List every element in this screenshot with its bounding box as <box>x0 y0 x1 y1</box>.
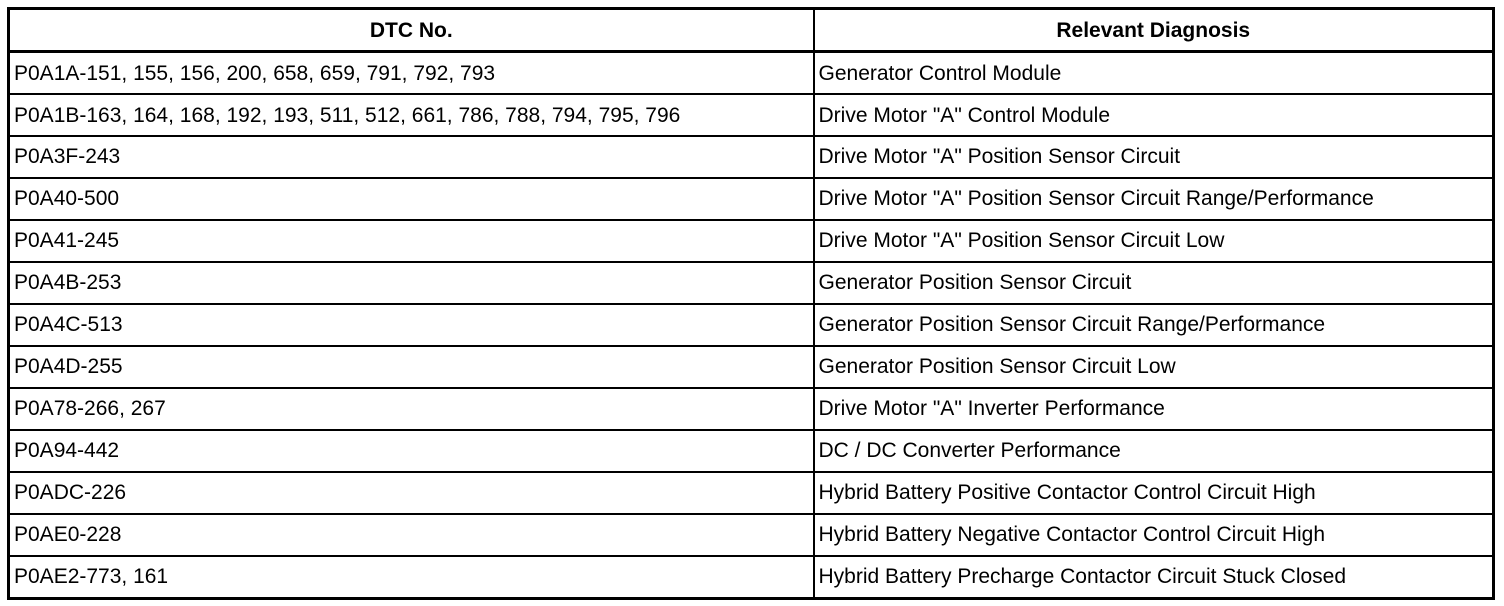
dtc-code-cell: P0AE2-773, 161 <box>9 556 814 599</box>
dtc-code-cell: P0A41-245 <box>9 220 814 262</box>
dtc-code-cell: P0A78-266, 267 <box>9 388 814 430</box>
diagnosis-cell: Drive Motor "A" Position Sensor Circuit Range/Performance <box>814 178 1494 220</box>
table-body <box>9 52 1494 599</box>
diagnosis-cell: Hybrid Battery Precharge Contactor Circuit Stuck Closed <box>814 556 1494 599</box>
diagnosis-cell: Drive Motor "A" Inverter Performance <box>814 388 1494 430</box>
diagnosis-cell: Generator Position Sensor Circuit Range/Performance <box>814 304 1494 346</box>
table-row <box>9 388 1494 430</box>
header-dtc-no: DTC No. <box>9 9 814 52</box>
diagnosis-cell: Generator Control Module <box>814 52 1494 95</box>
header-relevant-diagnosis: Relevant Diagnosis <box>814 9 1494 52</box>
table-row <box>9 220 1494 262</box>
table-row <box>9 262 1494 304</box>
diagnosis-cell: Hybrid Battery Negative Contactor Control Circuit High <box>814 514 1494 556</box>
table-row <box>9 178 1494 220</box>
table-header <box>9 9 1494 52</box>
table-row <box>9 304 1494 346</box>
dtc-code-cell: P0AE0-228 <box>9 514 814 556</box>
dtc-code-cell: P0ADC-226 <box>9 472 814 514</box>
dtc-code-cell: P0A4B-253 <box>9 262 814 304</box>
diagnosis-cell: Generator Position Sensor Circuit <box>814 262 1494 304</box>
table-row <box>9 556 1494 599</box>
dtc-diagnosis-table <box>7 7 1495 600</box>
diagnosis-cell: DC / DC Converter Performance <box>814 430 1494 472</box>
header-row <box>9 9 1494 52</box>
table-row <box>9 136 1494 178</box>
dtc-code-cell: P0A94-442 <box>9 430 814 472</box>
table-row <box>9 472 1494 514</box>
table-row <box>9 514 1494 556</box>
dtc-code-cell: P0A4C-513 <box>9 304 814 346</box>
diagnosis-cell: Drive Motor "A" Control Module <box>814 94 1494 136</box>
dtc-code-cell: P0A4D-255 <box>9 346 814 388</box>
table-row <box>9 94 1494 136</box>
table-row <box>9 430 1494 472</box>
table-row <box>9 346 1494 388</box>
diagnosis-cell: Drive Motor "A" Position Sensor Circuit Low <box>814 220 1494 262</box>
dtc-code-cell: P0A40-500 <box>9 178 814 220</box>
diagnosis-cell: Drive Motor "A" Position Sensor Circuit <box>814 136 1494 178</box>
dtc-code-cell: P0A1A-151, 155, 156, 200, 658, 659, 791, 792, 793 <box>9 52 814 95</box>
diagnosis-cell: Generator Position Sensor Circuit Low <box>814 346 1494 388</box>
table-row <box>9 52 1494 95</box>
diagnosis-cell: Hybrid Battery Positive Contactor Control Circuit High <box>814 472 1494 514</box>
dtc-code-cell: P0A1B-163, 164, 168, 192, 193, 511, 512, 661, 786, 788, 794, 795, 796 <box>9 94 814 136</box>
dtc-code-cell: P0A3F-243 <box>9 136 814 178</box>
